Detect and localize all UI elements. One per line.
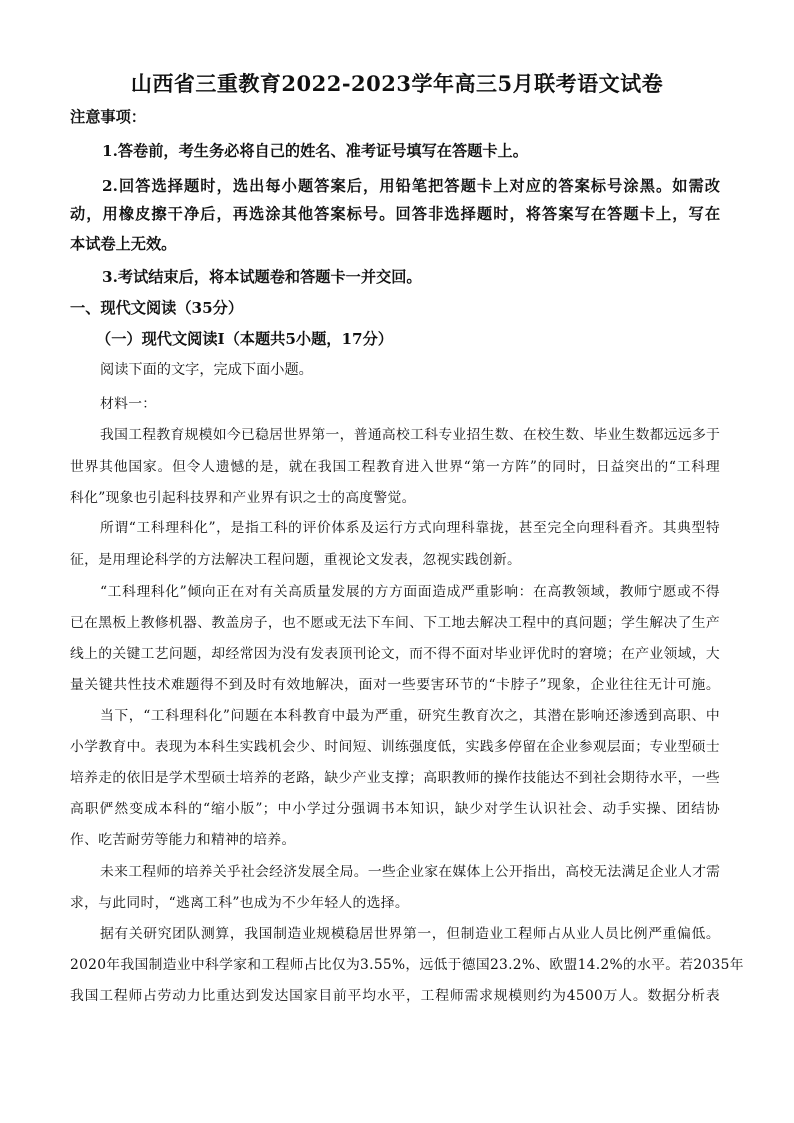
paragraph-6-line-2: 2020年我国制造业中科学家和工程师占比仅为3.55%，远低于德国23.2%、欧盟14.2%的水平。若2035年: [70, 957, 744, 973]
paragraph-4-line-4: 高职俨然变成本科的“缩小版”；中小学过分强调书本知识，缺少对学生认识社会、动手实操、团结协: [70, 801, 720, 817]
paragraph-2-line-1: 所谓“工科理科化”，是指工科的评价体系及运行方式向理科靠拢，甚至完全向理科看齐。其典型特: [100, 520, 720, 536]
section-heading-1-1: （一）现代文阅读Ⅰ（本题共5小题，17分）: [96, 330, 393, 348]
paragraph-4-line-2: 小学教育中。表现为本科生实践机会少、时间短、训练强度低，实践多停留在企业参观层面；专业型硕士: [70, 739, 720, 755]
section-heading-1: 一、现代文阅读（35分）: [70, 299, 244, 317]
paragraph-1-line-2: 世界其他国家。但令人遗憾的是，就在我国工程教育进入世界“第一方阵”的同时，日益突出的“工科理: [70, 459, 720, 475]
notice-item-2-line-2: 动，用橡皮擦干净后，再选涂其他答案标号。回答非选择题时，将答案写在答题卡上，写在: [70, 205, 720, 223]
paragraph-3-line-1: “工科理科化”倾向正在对有关高质量发展的方方面面造成严重影响：在高教领域，教师宁愿或不得: [100, 584, 720, 600]
notice-item-3: 3.考试结束后，将本试题卷和答题卡一并交回。: [102, 268, 422, 286]
notice-heading: 注意事项：: [70, 108, 146, 126]
paragraph-5-line-1: 未来工程师的培养关乎社会经济发展全局。一些企业家在媒体上公开指出，高校无法满足企业人才需: [100, 864, 721, 880]
page-title: 山西省三重教育2022-2023学年高三5月联考语文试卷: [130, 71, 664, 96]
paragraph-5-line-2: 求，与此同时，“逃离工科”也成为不少年轻人的选择。: [70, 895, 409, 911]
notice-item-2-line-1: 2.回答选择题时，选出每小题答案后，用铅笔把答题卡上对应的答案标号涂黑。如需改: [102, 177, 720, 195]
paragraph-3-line-4: 量关键共性技术难题得不到及时有效地解决，面对一些要害环节的“卡脖子”现象，企业往往无计可施。: [70, 677, 720, 693]
paragraph-6-line-1: 据有关研究团队测算，我国制造业规模稳居世界第一，但制造业工程师占从业人员比例严重偏低。: [100, 926, 720, 942]
notice-item-2-line-3: 本试卷上无效。: [70, 235, 177, 253]
paragraph-3-line-2: 已在黑板上教修机器、教盖房子，也不愿或无法下车间、下工地去解决工程中的真问题；学生解决了生产: [70, 615, 720, 631]
reading-instruction: 阅读下面的文字，完成下面小题。: [100, 362, 313, 378]
paragraph-2-line-2: 征，是用理论科学的方法解决工程问题，重视论文发表，忽视实践创新。: [70, 552, 522, 568]
paragraph-4-line-1: 当下，“工科理科化”问题在本科教育中最为严重，研究生教育次之，其潜在影响还渗透到高职、中: [100, 708, 720, 724]
notice-item-1: 1.答卷前，考生务必将自己的姓名、准考证号填写在答题卡上。: [102, 142, 528, 160]
paragraph-3-line-3: 线上的关键工艺问题，却经常因为没有发表顶刊论文，而不得不面对毕业评优时的窘境；在产业领域，大: [70, 646, 720, 662]
paragraph-1-line-1: 我国工程教育规模如今已稳居世界第一，普通高校工科专业招生数、在校生数、毕业生数都远远多于: [100, 427, 721, 443]
paragraph-6-line-3: 我国工程师占劳动力比重达到发达国家目前平均水平，工程师需求规模则约为4500万人。数据分析表: [70, 988, 720, 1004]
paragraph-1-line-3: 科化”现象也引起科技界和产业界有识之士的高度警觉。: [70, 490, 416, 506]
material-label: 材料一：: [100, 396, 157, 412]
paragraph-4-line-5: 作、吃苦耐劳等能力和精神的培养。: [70, 832, 296, 848]
paragraph-4-line-3: 培养走的依旧是学术型硕士培养的老路，缺少产业支撑；高职教师的操作技能达不到社会期待水平，一些: [70, 770, 720, 786]
